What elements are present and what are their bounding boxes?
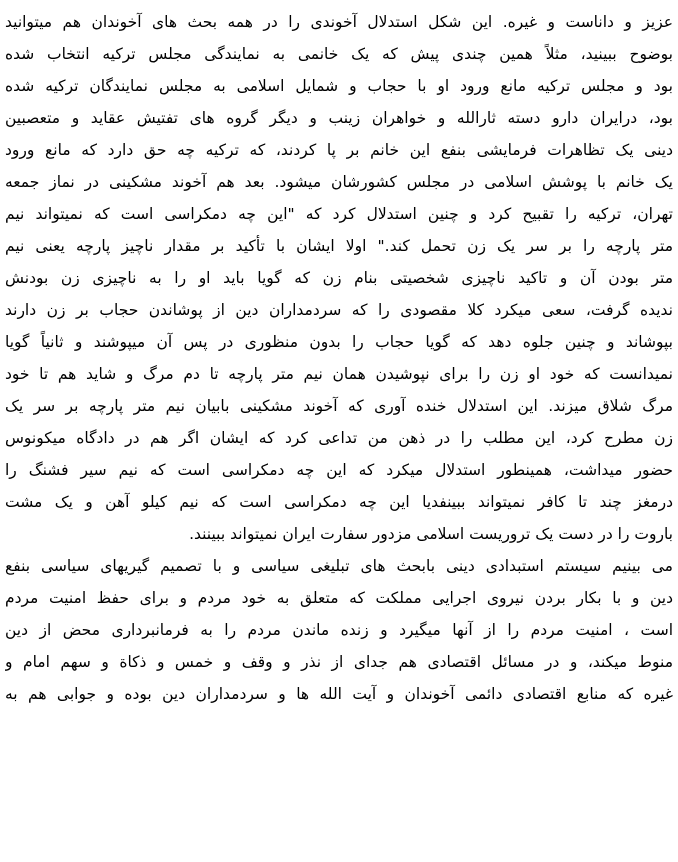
text-line: یک خانم با پوشش اسلامی در مجلس کشورشان میشود. بعد هم آخوند مشکینی در نماز جمعه — [5, 173, 673, 191]
text-line: عزیز و داناست و غیره. این شکل استدلال آخوندی را در همه بحث های آخوندان هم میتوانید — [5, 13, 673, 31]
text-line: بود، درایران دارو دسته ثارالله و خواهران زینب و دیگر گروه های تفتیش عقاید و متعصبین — [5, 109, 673, 127]
text-line: است ، امنیت مردم را از آنها میگیرد و زنده ماندن مردم را به فرمانبرداری محض از دین — [5, 621, 673, 639]
text-line: باروت را در دست یک تروریست اسلامی مزدور سفارت ایران نمیتواند ببینند. — [189, 525, 673, 543]
text-line: غیره که منابع اقتصادی دائمی آخوندان و آیت الله ها و سردمداران دین بوده و جوابی هم به — [5, 685, 673, 703]
text-line: دینی یک تظاهرات فرمایشی بنفع این خانم بر پا کردند، که ترکیه چه حق دارد که مانع ورود — [5, 141, 673, 159]
text-line: متر بودن آن و تاکید ناچیزی شخصیتی بنام زن که گویا باید او را به ناچیزی زن بودنش — [5, 269, 673, 287]
text-line: درمغز چند تا کافر نمیتواند ببینفدیا این چه دمکراسی است که نیم کیلو آهن و یک مشت — [5, 493, 673, 511]
text-line: دین و با بکار بردن نیروی اجرایی مملکت که متعلق به خود مردم و برای حفظ امنیت مردم — [5, 589, 673, 607]
text-line: ندیده گرفت، سعی میکرد کلا مقصودی را که سردمداران دین از پوشاندن حجاب بر زن دارند — [5, 301, 673, 319]
text-line: نمیدانست که خود او زن را برای نپوشیدن همان نیم متر پارچه تا دم مرگ و شاید هم تا خود — [5, 365, 673, 383]
text-line: زن مطرح کرد، این مطلب را در ذهن من تداعی کرد که ایشان اگر هم در دادگاه میکونوس — [5, 429, 673, 447]
text-line: بپوشاند و چنین جلوه دهد که گویا حجاب را بدون منظوری در پس آن میپوشند و ثانیاً گویا — [5, 333, 673, 351]
text-line: می بینیم سیستم استبدادی دینی بابحث های تبلیغی سیاسی و با تصمیم گیریهای سیاسی بنفع — [5, 557, 673, 575]
text-line: منوط میکند، و در مسائل اقتصادی هم جدای از نذر و وقف و خمس و ذکاة و سهم امام و — [5, 653, 673, 671]
paragraph-1 — [5, 6, 673, 550]
text-line: حضور میداشت، همینطور استدلال میکرد که این چه دمکراسی است که نیم سیر فشنگ را — [5, 461, 673, 479]
text-line: متر پارچه را بر سر یک زن تحمل کند." اولا ایشان با تأکید بر مقدار ناچیز پارچه یعنی نیم — [5, 237, 673, 255]
text-line: مرگ شلاق میزند. این استدلال خنده آوری که آخوند مشکینی بابیان نیم متر پارچه بر سر یک — [5, 397, 673, 415]
text-line: تهران، ترکیه را تقبیح کرد و چنین استدلال کرد که "این چه دمکراسی است که نمیتواند نیم — [5, 205, 673, 223]
text-line: بود و مجلس ترکیه مانع ورود او با حجاب و شمایل اسلامی به مجلس نمایندگان ترکیه شده — [5, 77, 673, 95]
text-line: بوضوح ببینید، مثلاً همین چندی پیش که یک خانمی به نمایندگی مجلس ترکیه انتخاب شده — [5, 45, 673, 63]
paragraph-2 — [5, 550, 673, 710]
